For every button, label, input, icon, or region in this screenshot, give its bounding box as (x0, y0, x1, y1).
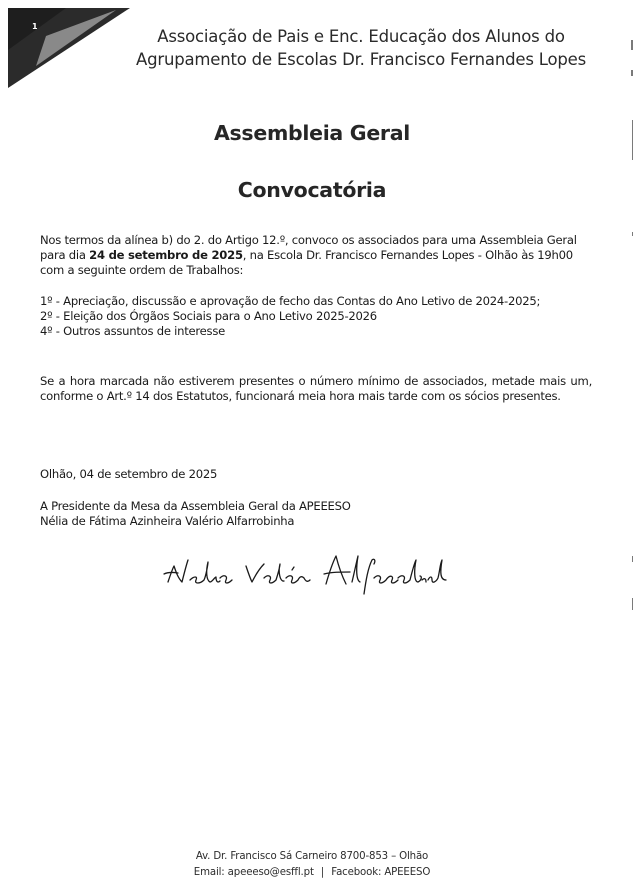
scan-artifact (631, 40, 633, 50)
agenda-item: 4º - Outros assuntos de interesse (40, 324, 226, 338)
scan-artifact (631, 70, 633, 76)
intro-paragraph (40, 233, 592, 278)
handwritten-signature (160, 550, 450, 600)
footer-contacts (0, 865, 624, 881)
intro-text-part1: Nos termos da alínea b) do 2. do Artigo 12.º, convoco os associados para uma Assembleia Geral para dia (40, 233, 577, 262)
signatory-name: Nélia de Fátima Azinheira Valério Alfarrobinha (40, 514, 295, 528)
intro-text-part2: , na Escola Dr. Francisco Fernandes Lopes - Olhão às 19h00 com a seguinte ordem de Trabalhos: (40, 248, 573, 277)
document-date: Olhão, 04 de setembro de 2025 (40, 467, 218, 481)
footer-separator: | (320, 867, 325, 878)
scan-artifact (632, 598, 633, 610)
agenda-item: 2º - Eleição dos Órgãos Sociais para o Ano Letivo 2025-2026 (40, 309, 377, 323)
logo-number: 1 (32, 22, 38, 31)
meeting-date: 24 de setembro de 2025 (89, 248, 243, 262)
logo-triangle-icon (6, 6, 130, 92)
document-title: Assembleia Geral (213, 121, 411, 145)
signatory-role: A Presidente da Mesa da Assembleia Geral da APEEESO (40, 499, 351, 513)
scan-artifact (632, 232, 633, 236)
scan-artifact (632, 120, 633, 160)
agenda-list (40, 294, 592, 339)
association-logo (6, 6, 130, 92)
quorum-paragraph: Se a hora marcada não estiverem presentes o número mínimo de associados, metade mais um, conforme o Art.º 14 dos Estatutos, funcionará meia hora mais tarde com os sócios presentes. (40, 374, 592, 403)
header-line-2: Agrupamento de Escolas Dr. Francisco Fernandes Lopes (136, 50, 586, 69)
agenda-item: 1º - Apreciação, discussão e aprovação de fecho das Contas do Ano Letivo de 2024-2025; (40, 294, 541, 308)
footer-facebook: Facebook: APEEESO (331, 867, 431, 878)
scan-artifact (632, 556, 633, 562)
document-subtitle: Convocatória (237, 178, 387, 202)
signatory-block (40, 499, 592, 529)
footer-address: Av. Dr. Francisco Sá Carneiro 8700-853 – Olhão (195, 851, 429, 862)
organization-header (126, 25, 596, 71)
document-footer (0, 849, 624, 881)
header-line-1: Associação de Pais e Enc. Educação dos Alunos do (157, 27, 565, 46)
footer-email: Email: apeeeso@esffl.pt (193, 867, 314, 878)
